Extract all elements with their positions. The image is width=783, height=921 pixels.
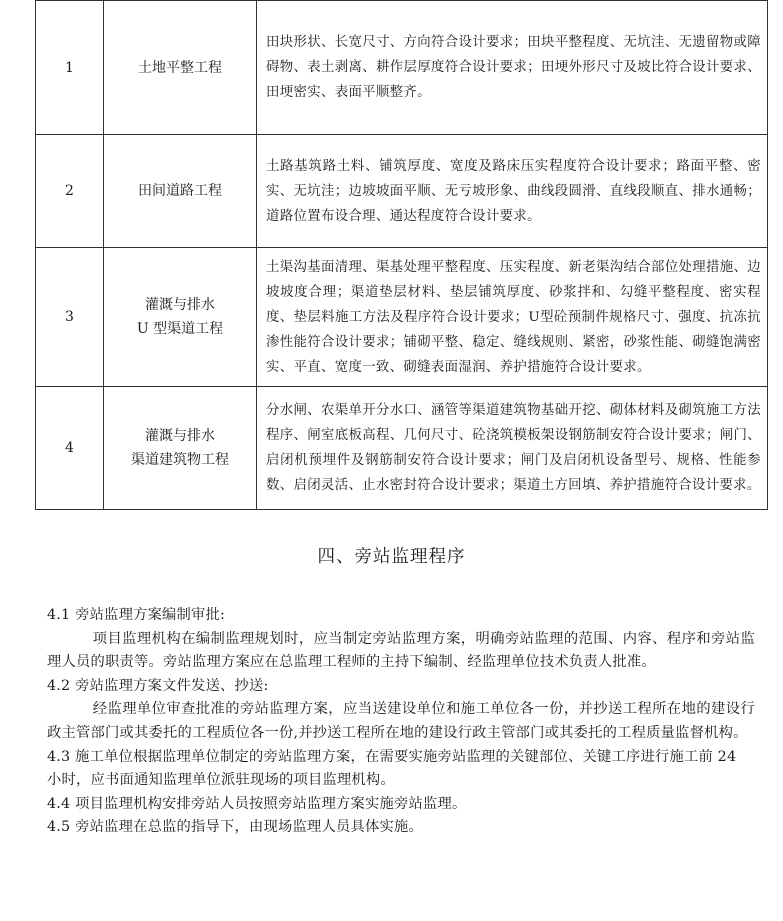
section-body (47, 604, 755, 840)
project-name-line: 田间道路工程 (138, 183, 222, 199)
project-name-line: 灌溉与排水 (145, 297, 215, 313)
row-number: 1 (36, 1, 104, 135)
project-name-line: 渠道建筑物工程 (131, 452, 229, 468)
table-row (36, 1, 768, 135)
clause-heading: 4.2 旁站监理方案文件发送、抄送: (47, 677, 269, 694)
row-number: 2 (36, 135, 104, 248)
clause: 4.3 施工单位根据监理单位制定的旁站监理方案，在需要实施旁站监理的关键部位、关键工序进行施工前 24 小时，应书面通知监理单位派驻现场的项目监理机构。 (47, 748, 737, 789)
project-name-line: 灌溉与排水 (145, 428, 215, 444)
project-name-line: 土地平整工程 (138, 59, 222, 76)
requirement-cell: 土路基筑路土料、铺筑厚度、宽度及路床压实程度符合设计要求；路面平整、密实、无坑洼；边坡坡面平顺、无亏坡形象、曲线段圆滑、直线段顺直、排水通畅；道路位置布设合理、通达程度符合设计要求。 (257, 135, 768, 248)
project-name-cell (104, 1, 257, 135)
project-name-cell (104, 248, 257, 387)
row-number: 4 (36, 387, 104, 510)
row-number: 3 (36, 248, 104, 387)
section-title: 四、旁站监理程序 (317, 547, 466, 567)
clause: 4.4 项目监理机构安排旁站人员按照旁站监理方案实施旁站监理。 (47, 795, 467, 812)
paragraph: 经监理单位审查批准的旁站监理方案，应当送建设单位和施工单位各一份，并抄送工程所在地的建设行政主管部门或其委托的工程质位各一份,并抄送工程所在地的建设行政主管部门或其委托的工程质量监督机构。 (47, 701, 755, 741)
requirement-cell: 田块形状、长宽尺寸、方向符合设计要求；田块平整程度、无坑洼、无遗留物或障碍物、表土剥离、耕作层厚度符合设计要求；田埂外形尺寸及坡比符合设计要求、田埂密实、表面平顺整齐。 (257, 1, 768, 135)
requirement-cell: 土渠沟基面清理、渠基处理平整程度、压实程度、新老渠沟结合部位处理措施、边坡坡度合理；渠道垫层材料、垫层铺筑厚度、砂浆拌和、勾缝平整程度、密实程度、垫层料施工方法及程序符合设计要求；U型砼预制件规格尺寸、强度、抗冻抗渗性能符合设计要求；铺砌平整、稳定、缝线规则、紧密，砂浆性能、砌缝饱满密实、平直、宽度一致、砌缝表面湿润、养护措施符合设计要求。 (257, 248, 768, 387)
table-row (36, 135, 768, 248)
table-row (36, 387, 768, 510)
project-name-cell (104, 135, 257, 248)
requirement-cell: 分水闸、农渠单开分水口、涵管等渠道建筑物基础开挖、砌体材料及砌筑施工方法程序、闸室底板高程、几何尺寸、砼浇筑模板架设钢筋制安符合设计要求；闸门、启闭机预埋件及钢筋制安符合设计要求；闸门及启闭机设备型号、规格、性能参数、启闭灵活、止水密封符合设计要求；渠道土方回填、养护措施符合设计要求。 (257, 387, 768, 510)
project-name-cell (104, 387, 257, 510)
clause-heading: 4.1 旁站监理方案编制审批: (47, 607, 226, 623)
inspection-requirements-table (35, 0, 768, 510)
table-row (36, 248, 768, 387)
paragraph: 项目监理机构在编制监理规划时，应当制定旁站监理方案，明确旁站监理的范围、内容、程序和旁站监理人员的职责等。旁站监理方案应在总监理工程师的主持下编制、经监理单位技术负责人批准。 (47, 630, 755, 671)
project-name-line: U 型渠道工程 (136, 321, 224, 337)
clause: 4.5 旁站监理在总监的指导下，由现场监理人员具体实施。 (47, 819, 424, 836)
